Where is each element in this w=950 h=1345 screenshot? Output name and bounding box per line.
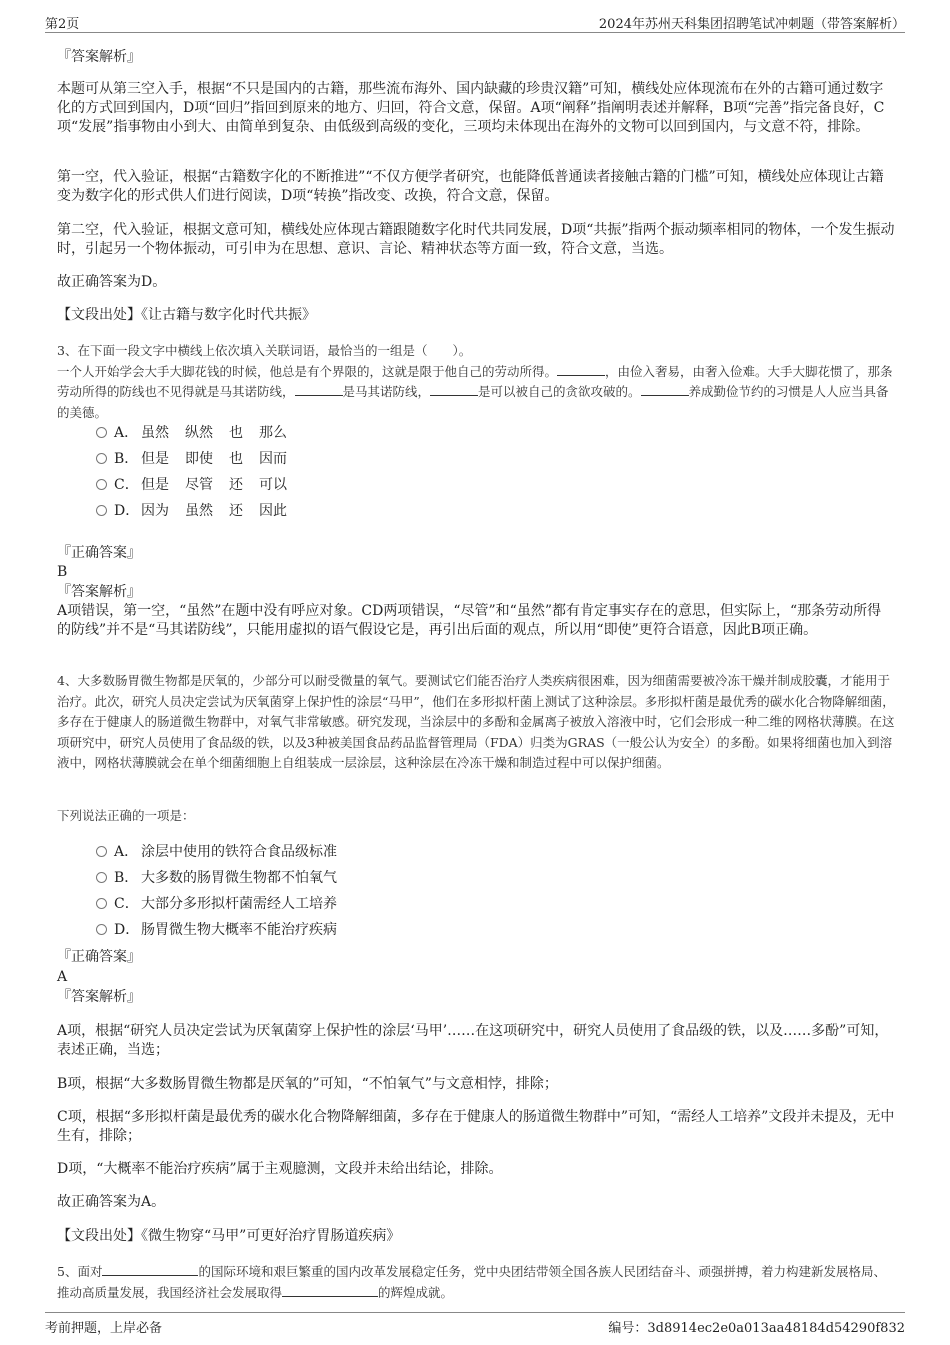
q4-analysis-d: D项，“大概率不能治疗疾病”属于主观臆测，文段并未给出结论，排除。 (57, 1161, 503, 1177)
fill-blank (641, 395, 689, 396)
radio-icon[interactable] (96, 898, 107, 909)
q3-passage: 一个人开始学会大手大脚花钱的时候，他总是有个界限的，这就是限于他自己的劳动所得。 ，由俭入奢易，由奢入俭难。大手大脚花惯了，那条劳动所得的防线也不见得就是马其诺防线， 是马其诺防线， 是可以被自己的贪欲攻破的。 养成勤俭节约的习惯是人人应当具备的美德。 (57, 363, 893, 420)
radio-icon[interactable] (96, 427, 107, 438)
q4-option-d[interactable]: D． 肠胃微生物大概率不能治疗疾病 (96, 920, 337, 940)
fill-blank (282, 1296, 378, 1297)
radio-icon[interactable] (96, 872, 107, 883)
q4-analysis-b: B项，根据“大多数肠胃微生物都是厌氧的”可知，“不怕氧气”与文意相悖，排除； (57, 1076, 558, 1092)
q4-conclusion: 故正确答案为A。 (57, 1194, 166, 1210)
q3-option-c[interactable]: C． 但是 尽管 还 可以 (96, 475, 303, 495)
page-header (45, 10, 905, 33)
q5-question: 5、面对 的国际环境和艰巨繁重的国内改革发展稳定任务，党中央团结带领全国各族人民团结奋斗、顽强拼搏，着力构建新发展格局、推动高质量发展，我国经济社会发展取得 的辉煌成就。 (57, 1264, 886, 1300)
footer-slogan: 考前押题，上岸必备 (45, 1321, 163, 1336)
q2-analysis-paragraph: 第二空，代入验证，根据文意可知，横线处应体现古籍跟随数字化时代共同发展，D项“共振”指两个振动频率相同的物体，一个发生振动时，引起另一个物体振动，可引申为在思想、意识、言论、精神状态等方面一致，符合文意，当选。 (57, 222, 895, 257)
radio-icon[interactable] (96, 479, 107, 490)
fill-blank (295, 395, 343, 396)
page-number: 第2页 (45, 17, 80, 32)
radio-icon[interactable] (96, 846, 107, 857)
q4-answer: A (57, 969, 68, 985)
q2-analysis-paragraph: 本题可从第三空入手，根据“不只是国内的古籍，那些流布海外、国内缺藏的珍贵汉籍”可知，横线处应体现流布在外的古籍可通过数字化的方式回到国内，D项“回归”指回到原来的地方、归回，符合文意，保留。A项“阐释”指阐明表述并解释，B项“完善”指完备良好，C项“发展”指事物由小到大、由简单到复杂、由低级到高级的变化，三项均未体现出在海外的文物可以回到国内，与文意不符，排除。 (57, 81, 885, 135)
fill-blank (102, 1275, 198, 1276)
q4-correct-label: 『正确答案』 (57, 949, 141, 965)
document-title: 2024年苏州天科集团招聘笔试冲刺题（带答案解析） (598, 17, 905, 32)
q2-analysis-paragraph: 第一空，代入验证，根据“古籍数字化的不断推进”“不仅方便学者研究，也能降低普通读者接触古籍的门槛”可知，横线处应体现让古籍变为数字化的形式供人们进行阅读，D项“转换”指改变、改换，符合文意，保留。 (57, 169, 884, 204)
q3-analysis: A项错误，第一空，“虽然”在题中没有呼应对象。CD两项错误，“尽管”和“虽然”都有肯定事实存在的意思，但实际上，“那条劳动所得的防线”并不是“马其诺防线”，只能用虚拟的语气假设它是，再引出后面的观点，所以用“即使”更符合语意，因此B项正确。 (57, 603, 882, 638)
q4-prompt: 下列说法正确的一项是： (57, 808, 195, 823)
fill-blank (430, 395, 478, 396)
q3-answer: B (57, 564, 68, 580)
page-footer (45, 1312, 905, 1336)
q4-option-b[interactable]: B． 大多数的肠胃微生物都不怕氧气 (96, 868, 337, 888)
radio-icon[interactable] (96, 505, 107, 516)
q2-analysis-label: 『答案解析』 (57, 49, 141, 65)
radio-icon[interactable] (96, 924, 107, 935)
q3-question: 3、在下面一段文字中横线上依次填入关联词语，最恰当的一组是（ ）。 (57, 343, 472, 358)
q4-option-a[interactable]: A． 涂层中使用的铁符合食品级标准 (96, 842, 337, 862)
fill-blank (557, 375, 605, 376)
q2-source: 【文段出处】《让古籍与数字化时代共振》 (57, 307, 316, 323)
q4-source: 【文段出处】《微生物穿“马甲”可更好治疗胃肠道疾病》 (57, 1228, 401, 1244)
q4-option-c[interactable]: C． 大部分多形拟杆菌需经人工培养 (96, 894, 337, 914)
q3-question-block (57, 341, 895, 423)
q3-option-a[interactable]: A． 虽然 纵然 也 那么 (96, 423, 303, 443)
q3-option-d[interactable]: D． 因为 虽然 还 因此 (96, 501, 303, 521)
q4-analysis-c: C项，根据“多形拟杆菌是最优秀的碳水化合物降解细菌，多存在于健康人的肠道微生物群中”可知，“需经人工培养”文段并未提及，无中生有，排除； (57, 1109, 895, 1144)
radio-icon[interactable] (96, 453, 107, 464)
q3-option-b[interactable]: B． 但是 即使 也 因而 (96, 449, 303, 469)
q2-conclusion: 故正确答案为D。 (57, 274, 167, 290)
q3-correct-label: 『正确答案』 (57, 545, 141, 561)
q4-analysis-a: A项，根据“研究人员决定尝试为厌氧菌穿上保护性的涂层‘马甲’……在这项研究中，研究人员使用了食品级的铁，以及……多酚”可知，表述正确，当选； (57, 1023, 889, 1058)
q4-analysis-label: 『答案解析』 (57, 989, 141, 1005)
q3-analysis-label: 『答案解析』 (57, 584, 141, 600)
document-id: 编号：3d8914ec2e0a013aa48184d54290f832 (608, 1321, 905, 1336)
q4-passage: 4、大多数肠胃微生物都是厌氧的，少部分可以耐受微量的氧气。要测试它们能否治疗人类疾病很困难，因为细菌需要被冷冻干燥并制成胶囊，才能用于治疗。此次，研究人员决定尝试为厌氧菌穿上保护性的涂层“马甲”，他们在多形拟杆菌上测试了这种涂层。多形拟杆菌是最优秀的碳水化合物降解细菌，多存在于健康人的肠道微生物群中，对氧气非常敏感。研究发现，当涂层中的多酚和金属离子被放入溶液中时，它们会形成一种二维的网格状薄膜。在这项研究中，研究人员使用了食品级的铁，以及3种被美国食品药品监督管理局（FDA）归类为GRAS（一般公认为安全）的多酚。如果将细菌也加入到溶液中，网格状薄膜就会在单个细菌细胞上自组装成一层涂层，这种涂层在冷冻干燥和制造过程中可以保护细菌。 (57, 673, 895, 770)
